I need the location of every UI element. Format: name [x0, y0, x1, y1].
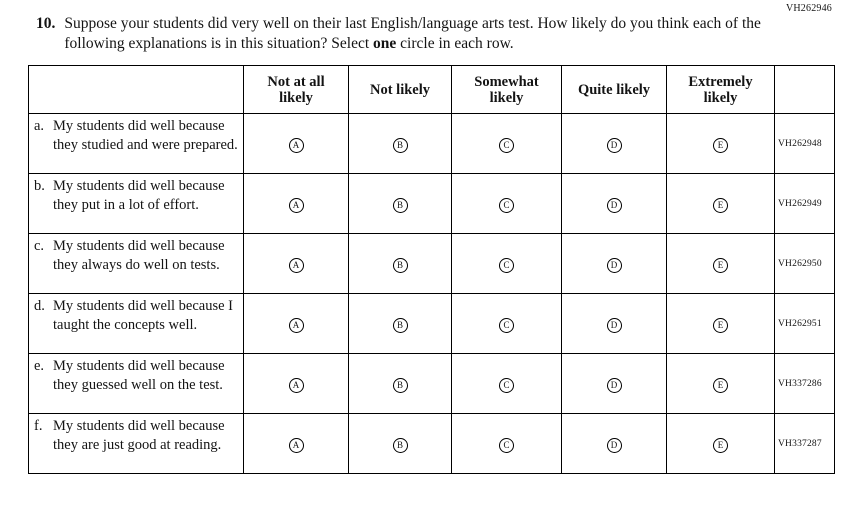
option-bubble-d-row-d[interactable]: D [607, 318, 622, 333]
option-bubble-e-row-c[interactable]: E [713, 258, 728, 273]
option-bubble-c-row-e[interactable]: C [499, 378, 514, 393]
option-bubble-c-row-c[interactable]: C [499, 258, 514, 273]
row-code: VH262950 [775, 234, 835, 294]
question-text [64, 14, 800, 54]
option-bubble-a-row-d[interactable]: A [289, 318, 304, 333]
row-code: VH337286 [775, 354, 835, 414]
option-bubble-b-row-f[interactable]: B [393, 438, 408, 453]
row-statement-cell [29, 114, 244, 174]
row-label: My students did well because they put in a lot of effort. [53, 178, 225, 213]
row-statement-cell [29, 294, 244, 354]
stub-header-cell [29, 66, 244, 114]
row-letter: e. [34, 358, 45, 375]
row-code: VH262951 [775, 294, 835, 354]
column-header-not-at-all-likely: Not at all likely [244, 66, 349, 114]
row-statement-cell [29, 414, 244, 474]
option-bubble-c-row-f[interactable]: C [499, 438, 514, 453]
table-row [29, 234, 835, 294]
row-label: My students did well because they always do well on tests. [53, 238, 225, 273]
table-row [29, 354, 835, 414]
option-bubble-b-row-b[interactable]: B [393, 198, 408, 213]
option-bubble-e-row-a[interactable]: E [713, 138, 728, 153]
row-label: My students did well because they guessed well on the test. [53, 358, 225, 393]
row-code: VH262948 [775, 114, 835, 174]
row-statement-cell [29, 174, 244, 234]
likelihood-table [28, 65, 835, 474]
option-bubble-c-row-b[interactable]: C [499, 198, 514, 213]
column-header-not-likely: Not likely [349, 66, 452, 114]
question-text-before: Suppose your students did very well on their last English/language arts test. How likely do you think each of the following explanations is in this situation? Select [64, 15, 761, 53]
row-letter: b. [34, 178, 45, 195]
option-bubble-d-row-e[interactable]: D [607, 378, 622, 393]
column-header-extremely-likely: Extremely likely [667, 66, 775, 114]
row-letter: f. [34, 418, 43, 435]
question-bold-word: one [373, 35, 397, 53]
option-bubble-d-row-c[interactable]: D [607, 258, 622, 273]
option-bubble-e-row-f[interactable]: E [713, 438, 728, 453]
column-header-somewhat-likely: Somewhat likely [452, 66, 562, 114]
code-header-cell [775, 66, 835, 114]
option-bubble-c-row-a[interactable]: C [499, 138, 514, 153]
option-bubble-d-row-b[interactable]: D [607, 198, 622, 213]
row-statement-cell [29, 354, 244, 414]
option-bubble-e-row-e[interactable]: E [713, 378, 728, 393]
table-row [29, 114, 835, 174]
option-bubble-a-row-c[interactable]: A [289, 258, 304, 273]
option-bubble-b-row-a[interactable]: B [393, 138, 408, 153]
row-letter: c. [34, 238, 45, 255]
header-row [29, 66, 835, 114]
option-bubble-b-row-d[interactable]: B [393, 318, 408, 333]
row-label: My students did well because they are just good at reading. [53, 418, 225, 453]
question-text-after: circle in each row. [396, 35, 514, 53]
table-row [29, 294, 835, 354]
table-row [29, 414, 835, 474]
row-letter: a. [34, 118, 45, 135]
table-row [29, 174, 835, 234]
option-bubble-a-row-e[interactable]: A [289, 378, 304, 393]
row-label: My students did well because I taught the concepts well. [53, 298, 234, 333]
option-bubble-b-row-c[interactable]: B [393, 258, 408, 273]
row-statement-cell [29, 234, 244, 294]
question [36, 14, 800, 54]
question-number: 10. [36, 15, 56, 32]
row-label: My students did well because they studied and were prepared. [53, 118, 238, 153]
row-code: VH337287 [775, 414, 835, 474]
option-bubble-d-row-f[interactable]: D [607, 438, 622, 453]
row-code: VH262949 [775, 174, 835, 234]
option-bubble-a-row-a[interactable]: A [289, 138, 304, 153]
form-code: VH262946 [785, 3, 832, 14]
option-bubble-d-row-a[interactable]: D [607, 138, 622, 153]
option-bubble-e-row-d[interactable]: E [713, 318, 728, 333]
column-header-quite-likely: Quite likely [562, 66, 667, 114]
option-bubble-e-row-b[interactable]: E [713, 198, 728, 213]
row-letter: d. [34, 298, 45, 315]
option-bubble-b-row-e[interactable]: B [393, 378, 408, 393]
option-bubble-a-row-f[interactable]: A [289, 438, 304, 453]
option-bubble-a-row-b[interactable]: A [289, 198, 304, 213]
option-bubble-c-row-d[interactable]: C [499, 318, 514, 333]
